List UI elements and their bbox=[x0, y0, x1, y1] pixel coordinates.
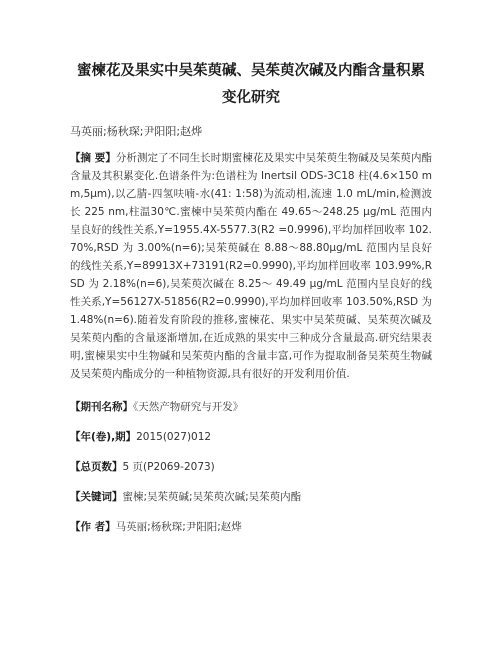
abstract-paragraph bbox=[70, 149, 432, 383]
field-journal-name bbox=[70, 399, 432, 415]
field-label: 【年(卷),期】 bbox=[70, 431, 137, 443]
field-total-pages bbox=[70, 459, 432, 475]
field-label: 【期刊名称】 bbox=[70, 401, 133, 413]
abstract-label: 【摘 要】 bbox=[70, 152, 116, 164]
document-title: 蜜楝花及果实中吴茱萸碱、吴茱萸次碱及内酯含量积累变化研究 bbox=[77, 63, 425, 106]
field-label: 【关键词】 bbox=[70, 491, 123, 503]
author-list: 马英丽;杨秋琛;尹阳阳;赵烨 bbox=[70, 125, 203, 138]
abstract-text: 分析测定了不同生长时期蜜楝花及果实中吴茱萸生物碱及吴茱萸内酯含量及其积累变化.色谱条件为:色谱柱为 Inertsil ODS-3C18 柱(4.6×150 mm,5μm),以乙腈-四氢呋喃-水(41: 1:58)为流动相,流速 1.0 mL/min,检测波长 225 nm,柱温30℃.蜜楝中吴茱萸内酯在 49.65～248.25 μg/mL 范围内呈良好的线性关系,Y=1955.4X-5577.3(R2 =0.9996),平均加样回收率 102.70%,RSD 为 3.00%(n=6);吴茱萸碱在 8.88～88.80μg/mL 范围内呈良好的线性关系,Y=89913X+73191(R2=0.9990),平均加样回收率 103.99%,RSD 为 2.18%(n=6),吴茱萸次碱在 8.25～ 49.49 μg/mL 范围内呈良好的线性关系,Y=56127X-51856(R2=0.9990),平均加样回收率 103.50%,RSD 为 1.48%(n=6).随着发育阶段的推移,蜜楝花、果实中吴茱萸碱、吴茱萸次碱及吴茱萸内酯的含量逐渐增加,在近成熟的果实中三种成分含量最高.研究结果表明,蜜楝果实中生物碱和吴茱萸内酯的含量丰富,可作为提取制备吴茱萸生物碱及吴茱萸内酯成分的一种植物资源,具有很好的开发利用价值. bbox=[70, 152, 433, 380]
field-year-volume-issue bbox=[70, 429, 432, 445]
field-value: 5 页(P2069-2073) bbox=[122, 461, 215, 473]
field-authors bbox=[70, 519, 432, 535]
field-value: 马英丽;杨秋琛;尹阳阳;赵烨 bbox=[115, 521, 242, 533]
field-value: 2015(027)012 bbox=[136, 431, 212, 443]
field-label: 【作 者】 bbox=[70, 521, 116, 533]
field-value: 蜜楝;吴茱萸碱;吴茱萸次碱;吴茱萸内酯 bbox=[122, 491, 302, 503]
field-label: 【总页数】 bbox=[70, 461, 123, 473]
field-value: 《天然产物研究与开发》 bbox=[133, 401, 244, 413]
field-keywords bbox=[70, 489, 432, 505]
